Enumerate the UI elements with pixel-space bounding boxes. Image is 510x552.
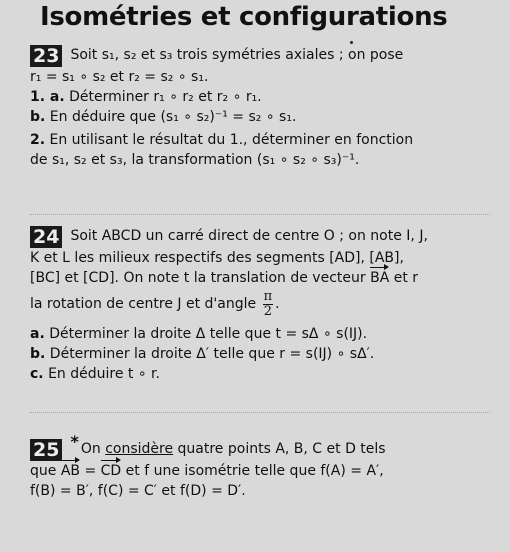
ex24-intro-3a: [BC] et [CD]. On note t la translation de vecteur [30,270,366,286]
ex24-qc [30,364,490,384]
exercise-number-badge: 25 [30,439,62,461]
ex25-line-1 [30,432,490,461]
equals-sign: = [84,463,97,479]
ex24-intro-4-end: . [275,296,280,312]
ex24-intro-4 [30,288,490,320]
ex23-q1a [30,87,490,107]
ex25-intro-2b: et f une isométrie telle que f(A) = A′, [125,463,384,479]
ex25-intro-1a: On [80,441,101,457]
ex25-intro-2a: que [30,463,57,479]
question-text: En utilisant le résultat du 1., déterminer en fonction [49,132,414,148]
vector-ba: BA [370,270,390,286]
ex23-line-1 [30,45,490,67]
ex24-intro-4-text: la rotation de centre J et d'angle [30,296,257,312]
ex25-intro-3: f(B) = B′, f(C) = C′ et f(D) = D′. [30,483,246,499]
vector-ab: AB [60,463,81,479]
vector-cd: CD [100,463,122,479]
ex24-qb [30,344,490,364]
fraction-denominator: 2 [263,303,272,319]
question-text: En déduire que (s₁ ∘ s₂)⁻¹ = s₂ ∘ s₁. [49,109,297,125]
ex23-q1b [30,107,490,127]
question-text: Déterminer la droite Δ telle que t = sΔ ∘ s(IJ). [49,326,368,342]
page-title: Isométries et configurations [40,2,448,32]
question-text: Déterminer r₁ ∘ r₂ et r₂ ∘ r₁. [69,89,262,105]
question-label: a. [30,326,45,342]
ex24-intro-3 [30,268,490,288]
exercise-number-badge: 24 [30,226,62,248]
exercise-23 [30,45,490,170]
divider [30,214,490,215]
exercise-number-badge: 23 [30,45,62,67]
ex24-intro-3b: et r [393,270,419,286]
ex25-intro-1b: considère [105,441,174,457]
question-label: b. [30,109,46,125]
ex23-q2-cont: de s₁, s₂ et s₃, la transformation (s₁ ∘ s₂ ∘ s₃)⁻¹. [30,152,360,168]
ex24-line-1 [30,226,490,248]
ex25-intro-1c: quatre points A, B, C et D tels [177,441,386,457]
ex23-intro-1: Soit s₁, s₂ et s₃ trois symétries axiales ; on pose [70,47,404,63]
divider [30,412,490,413]
question-text: Déterminer la droite Δ′ telle que r = s(IJ) ∘ sΔ′. [49,346,375,362]
ex24-intro-2: K et L les milieux respectifs des segments [AD], [AB], [30,250,404,266]
question-label: 1. a. [30,89,65,105]
question-label: c. [30,366,44,382]
question-label: b. [30,346,46,362]
ex24-qa [30,324,490,344]
question-label: 2. [30,132,46,148]
ex24-intro-1: Soit ABCD un carré direct de centre O ; on note I, J, [70,228,428,244]
exercise-24 [30,226,490,384]
ex25-line-2 [30,461,490,481]
stray-dot [350,41,353,44]
ex23-q2 [30,130,490,150]
difficulty-star-icon: * [70,432,79,451]
fraction-numerator: π [263,288,273,304]
exercise-25 [30,432,490,501]
fraction-pi-over-2 [263,290,274,319]
ex23-intro-2: r₁ = s₁ ∘ s₂ et r₂ = s₂ ∘ s₁. [30,69,209,85]
question-text: En déduire t ∘ r. [48,366,160,382]
